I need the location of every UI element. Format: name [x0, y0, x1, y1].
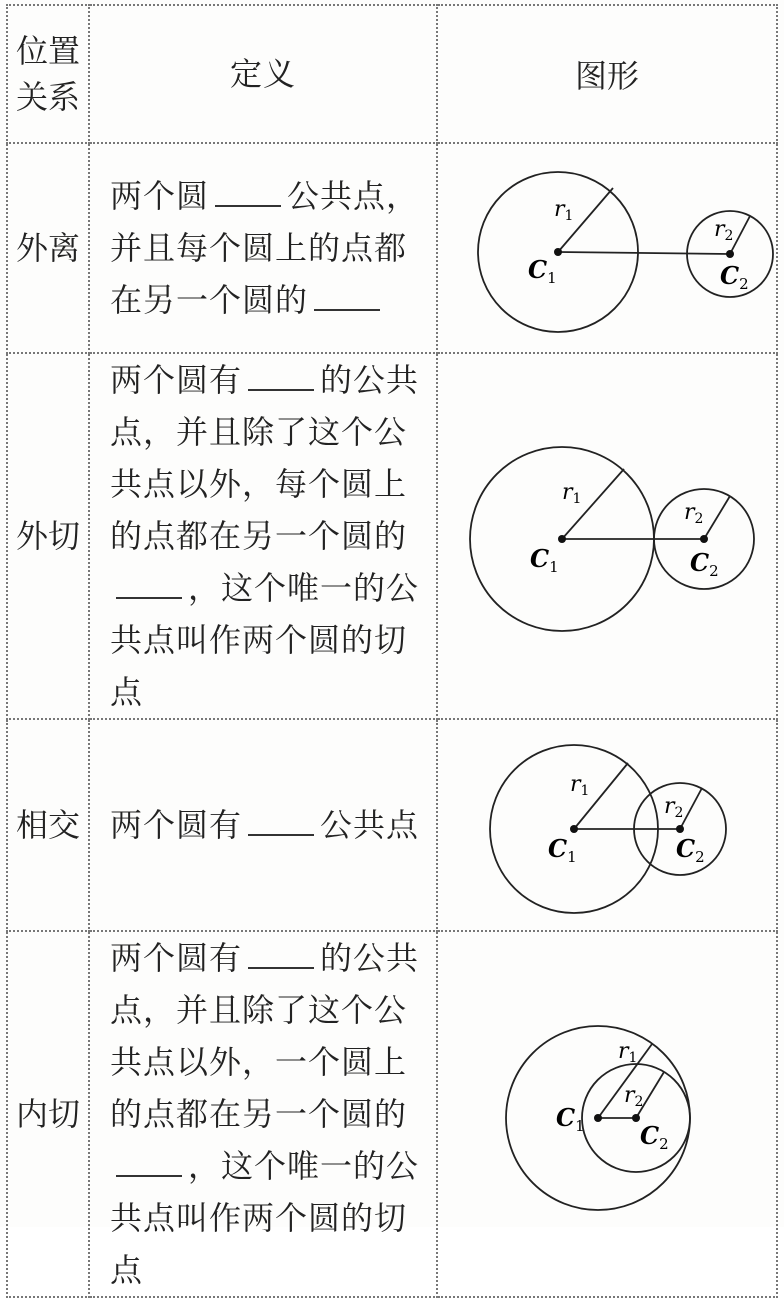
relation-cell: 外切: [7, 353, 89, 719]
c2-label: $C_2$: [690, 548, 719, 580]
figure-cell: [437, 931, 777, 1297]
row-intersect: [7, 719, 777, 931]
figure-cell: [437, 353, 777, 719]
definition-cell: [89, 353, 437, 719]
definition-text-1: 两个圆有: [110, 939, 243, 977]
r2-label: r2: [624, 1083, 644, 1110]
c1-label: $C_1$: [528, 255, 557, 287]
r2-label: r2: [684, 500, 704, 527]
definition-text-1: 两个圆有: [110, 361, 243, 399]
header-position-text: 位置关系: [15, 32, 80, 116]
center-point-1: [558, 535, 566, 543]
figure-cell: [437, 719, 777, 931]
r2-label: r2: [714, 217, 734, 244]
fill-blank-1[interactable]: [248, 804, 314, 836]
row-separate: [7, 143, 777, 353]
c2-label: $C_2$: [676, 834, 705, 866]
c1-label: $C_1$: [556, 1103, 585, 1135]
definition-text-1: 两个圆有: [110, 806, 243, 844]
c2-label: $C_2$: [720, 261, 749, 293]
fill-blank-2[interactable]: [116, 1145, 182, 1177]
definition-cell: [89, 931, 437, 1297]
intersect-figure: [438, 725, 778, 925]
r1-label: r1: [618, 1039, 638, 1066]
fill-blank-1[interactable]: [248, 937, 314, 969]
r1-label: r1: [554, 197, 574, 224]
fill-blank-2[interactable]: [116, 567, 182, 599]
center-point-2: [726, 250, 734, 258]
r2-label: r2: [664, 794, 684, 821]
definition-cell: [89, 143, 437, 353]
center-line: [558, 252, 730, 254]
external-tangent-figure: [438, 411, 778, 661]
definition-cell: [89, 719, 437, 931]
center-point-1: [594, 1114, 602, 1122]
definition-text-3: ，这个唯一的公共点叫作两个圆的切点: [110, 1147, 420, 1289]
relation-cell: 内切: [7, 931, 89, 1297]
fill-blank-1[interactable]: [215, 175, 281, 207]
center-point-2: [632, 1114, 640, 1122]
internal-tangent-figure: [438, 964, 778, 1264]
definition-text-2: 的公共点，并且除了这个公共点以外，每个圆上的点都在另一个圆的: [110, 361, 420, 555]
relation-cell: 相交: [7, 719, 89, 931]
definition-text-2: 公共点，并且每个圆上的点都在另一个圆的: [110, 177, 420, 319]
center-point-2: [700, 535, 708, 543]
c1-label: $C_1$: [530, 544, 559, 576]
row-internal-tangent: [7, 931, 777, 1297]
definition-text-2: 公共点: [320, 806, 420, 844]
c1-label: $C_1$: [548, 834, 577, 866]
center-point-2: [676, 825, 684, 833]
definition-text-3: ，这个唯一的公共点叫作两个圆的切点: [110, 569, 420, 711]
header-row: [7, 5, 777, 143]
relation-cell: 外离: [7, 143, 89, 353]
radius-2: [704, 496, 730, 539]
fill-blank-2[interactable]: [314, 279, 380, 311]
header-figure: 图形: [437, 5, 777, 143]
row-external-tangent: [7, 353, 777, 719]
r1-label: r1: [562, 480, 582, 507]
header-position: [7, 5, 89, 143]
definition-text-2: 的公共点，并且除了这个公共点以外，一个圆上的点都在另一个圆的: [110, 939, 420, 1133]
header-definition: 定义: [89, 5, 437, 143]
center-point-1: [570, 825, 578, 833]
fill-blank-1[interactable]: [248, 359, 314, 391]
circle-position-table: [6, 4, 778, 1298]
r1-label: r1: [570, 772, 590, 799]
figure-cell: [437, 143, 777, 353]
center-point-1: [554, 248, 562, 256]
separate-circles-figure: [438, 148, 778, 348]
c2-label: $C_2$: [640, 1121, 669, 1153]
definition-text-1: 两个圆: [110, 177, 210, 215]
